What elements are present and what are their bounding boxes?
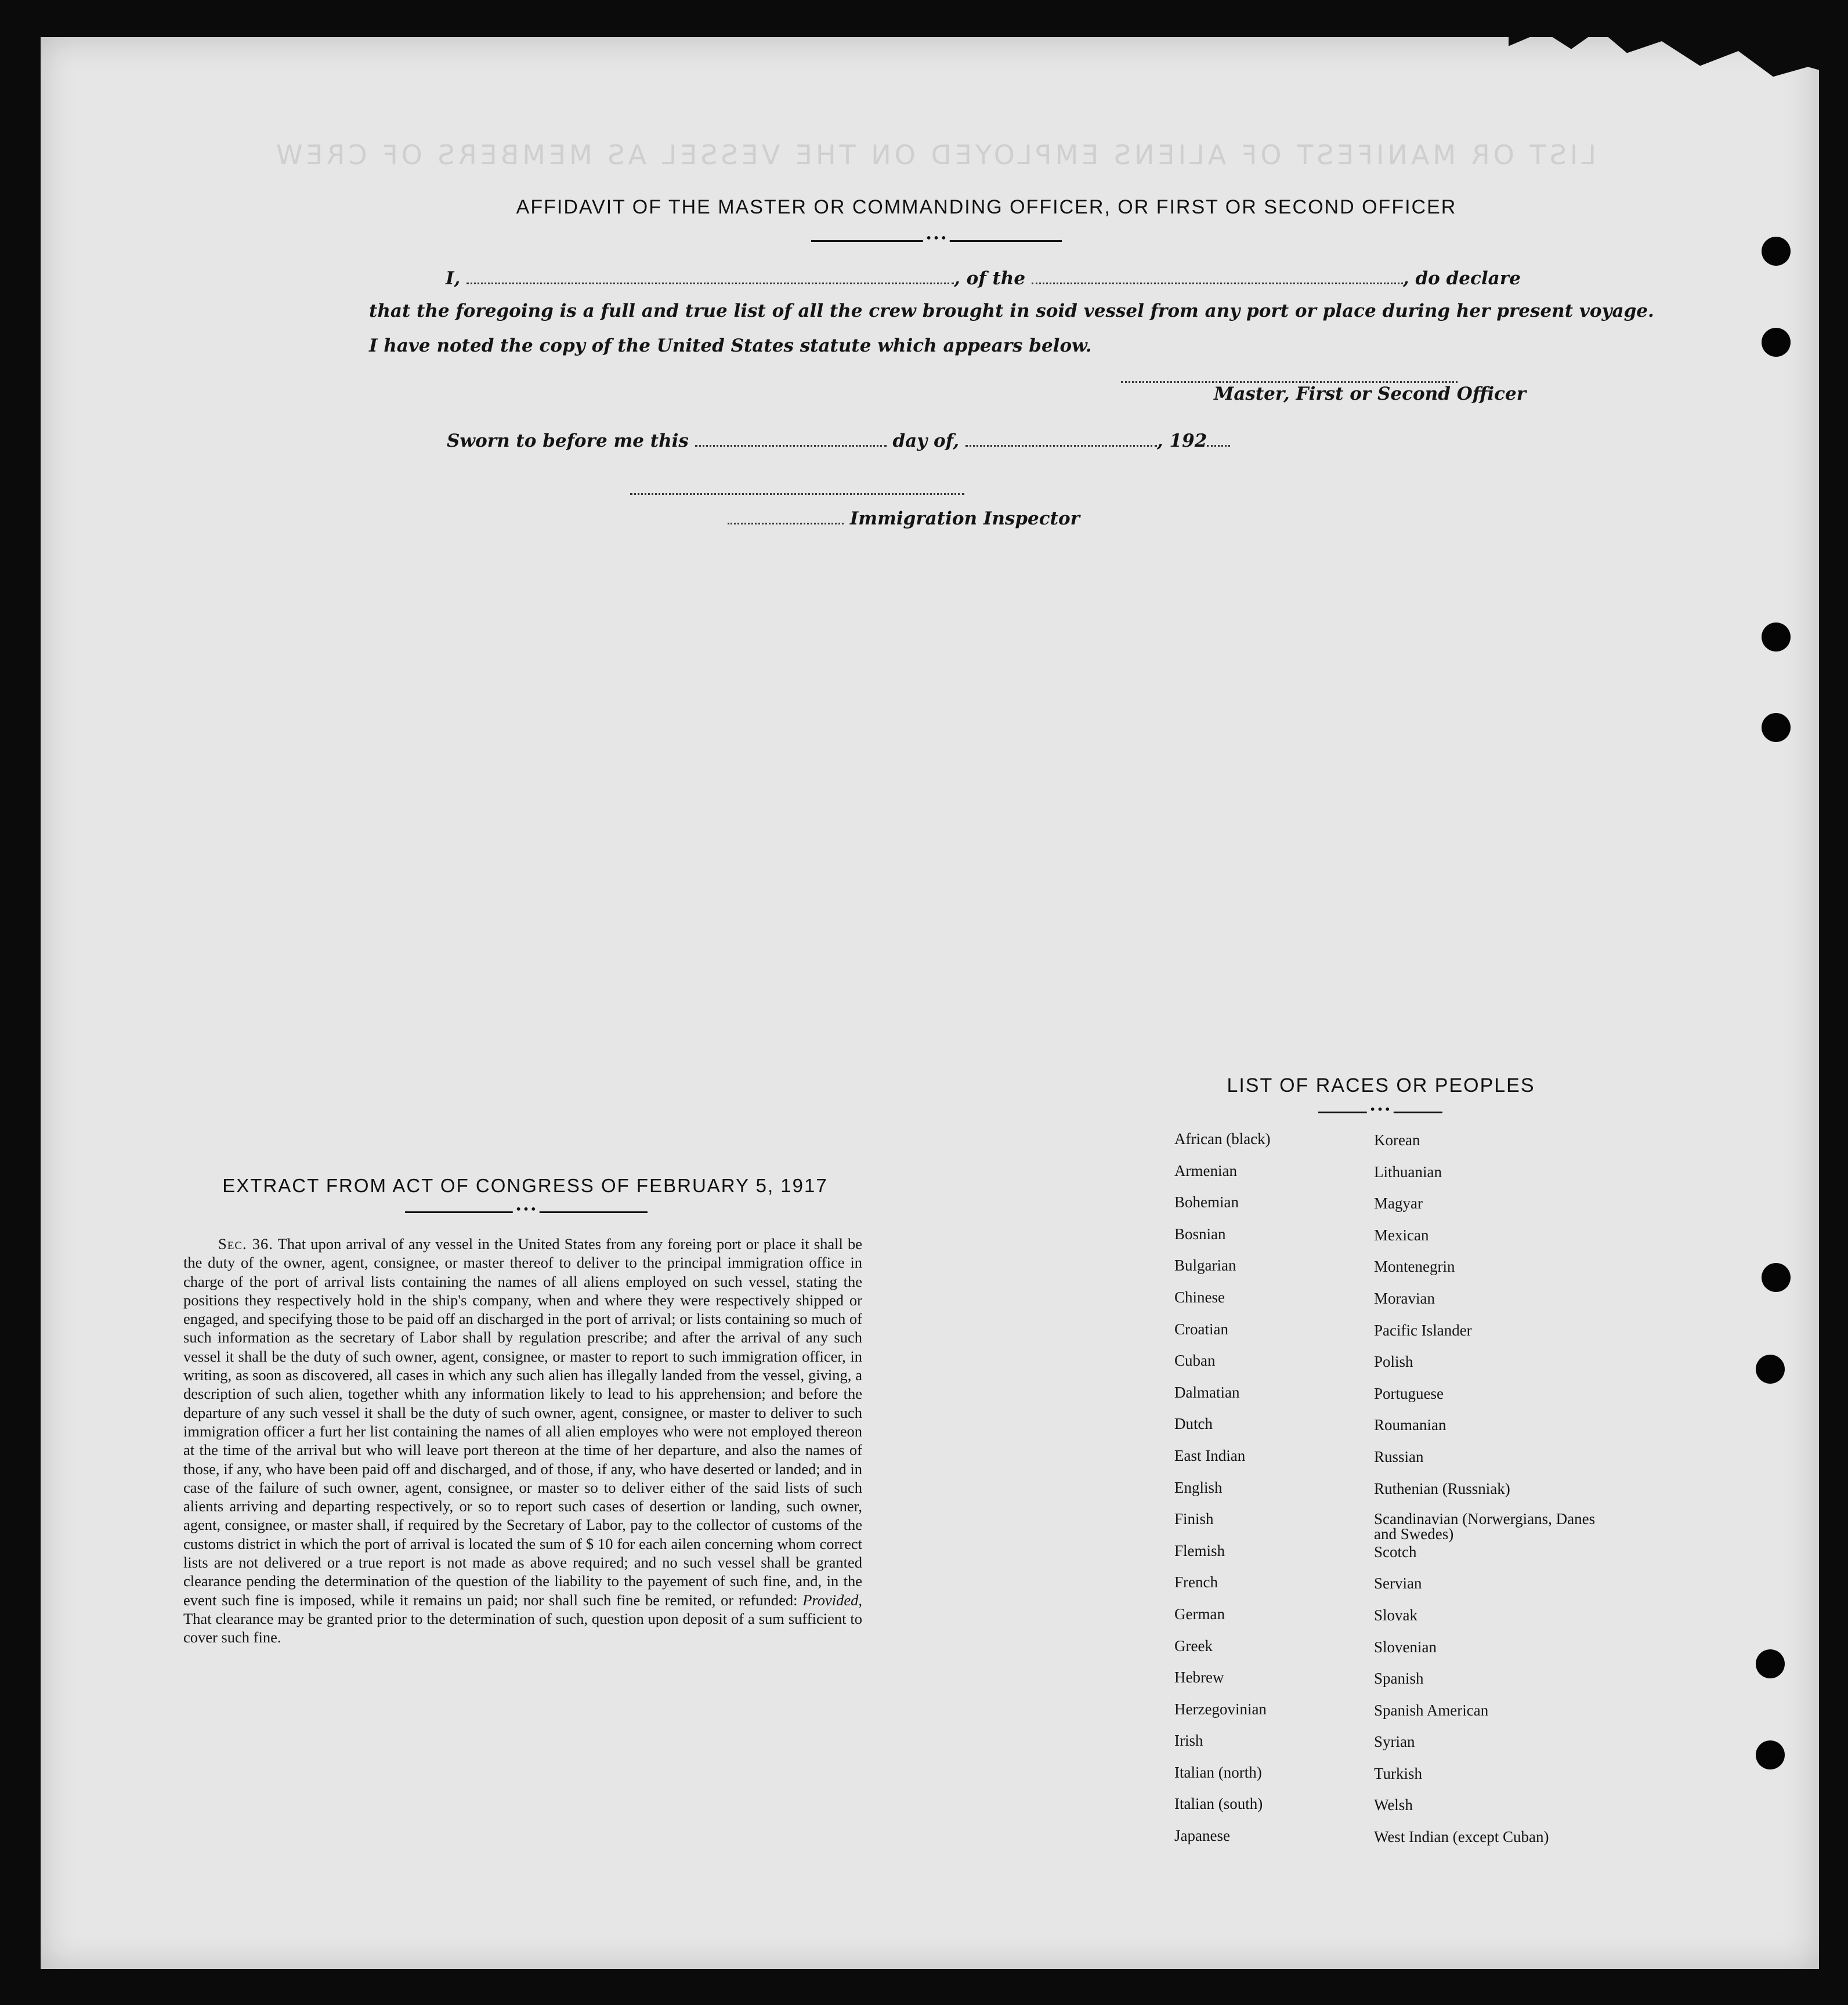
race-item: Chinese bbox=[1174, 1288, 1225, 1306]
race-item: Hebrew bbox=[1174, 1669, 1224, 1686]
races-right-column bbox=[1374, 1131, 1618, 1860]
punch-hole bbox=[1762, 713, 1791, 742]
extract-title-rule bbox=[405, 1211, 648, 1213]
race-item: Syrian bbox=[1374, 1733, 1415, 1751]
race-item: Spanish American bbox=[1374, 1701, 1489, 1719]
race-item: Croatian bbox=[1174, 1320, 1228, 1338]
race-item: Cuban bbox=[1174, 1352, 1216, 1370]
affidavit-line1 bbox=[446, 268, 1521, 289]
punch-hole bbox=[1762, 623, 1791, 652]
races-title-rule bbox=[1318, 1112, 1442, 1113]
inspector-label-text: Immigration Inspector bbox=[849, 508, 1080, 529]
race-item: Spanish bbox=[1374, 1670, 1424, 1688]
inspector-signature-line[interactable] bbox=[630, 493, 964, 495]
sworn-month-blank[interactable] bbox=[965, 431, 1157, 447]
extract-body bbox=[183, 1235, 862, 1647]
race-item: Armenian bbox=[1174, 1161, 1237, 1179]
race-item: Mexican bbox=[1374, 1226, 1429, 1244]
sworn-day-blank[interactable] bbox=[695, 431, 887, 447]
race-item: Herzegovinian bbox=[1174, 1700, 1267, 1718]
races-title: LIST OF RACES OR PEOPLES bbox=[1227, 1074, 1535, 1096]
race-item: East Indian bbox=[1174, 1446, 1246, 1464]
race-item: Irish bbox=[1174, 1732, 1203, 1750]
race-item: Scotch bbox=[1374, 1543, 1417, 1561]
race-item: Bosnian bbox=[1174, 1225, 1226, 1243]
race-item: Welsh bbox=[1374, 1796, 1413, 1814]
race-item: Bohemian bbox=[1174, 1193, 1239, 1211]
race-item: Ruthenian (Russniak) bbox=[1374, 1479, 1510, 1497]
extract-title: EXTRACT FROM ACT OF CONGRESS OF FEBRUARY 5, 1917 bbox=[222, 1175, 828, 1196]
affidavit-title: AFFIDAVIT OF THE MASTER OR COMMANDING OFFICER, OR FIRST OR SECOND OFFICER bbox=[516, 196, 1457, 218]
race-item: Slovenian bbox=[1374, 1638, 1437, 1656]
punch-hole bbox=[1756, 1355, 1785, 1384]
inspector-label bbox=[728, 508, 1080, 529]
section-text: That upon arrival of any vessel in the United States from any foreing port or place it shall be the duty of the owner, agent, consignee, or master thereof to deliver to the principal immigration office in charge of the port of arrival lists containing the names of all aliens employed on such vessel, stating the positions they respectively hold in the ship's company, when and where they were respectively shipped or engaged, and specifying those to be paid off an discharged in the port of arrival; or lists containing so much of such information as the secretary of Labor shall by regulation prescribe; and after the arrival of any such vessel it shall be the duty of such owner, agent, consignee, or master to report to such immigration officer, in writing, as soon as discovered, all cases in which any such alien has illegally landed from the vessel, giving, a description of such alien, together whith any information likely to lead to his apprehension; and before the departure of any such vessel it shall be the duty of such owner, agent, consignee, or master to deliver to such immigration officer a furt her list containing the names of all alien employes who were not employed thereon at the time of the arrival but who will leave port thereon at the time of her departure, and also the names of those, if any, who have been paid off and discharged, and of those, if any, who have deserted or landed; and in case of the failure of such owner, agent, consignee, or master so to deliver either of the said lists of such alients arriving and departing respectively, or so to report such cases of desertion or landing, such owner, agent, consignee, or master shall, if required by the Secretary of Labor, pay to the collector of customs of the customs district in which the port of arrival is located the sum of $ 10 for each ailen concerning whom correct lists are not delivered or a true report is not made as above required; and no such vessel shall be granted clearance pending the determination of the question of the liability to the payement of such fine, and, in the event such fine is imposed, while it remains un paid; nor shall such fine be remited, or refunded: bbox=[183, 1235, 862, 1609]
vessel-blank[interactable] bbox=[1032, 269, 1403, 284]
race-item: Polish bbox=[1374, 1353, 1413, 1371]
race-item: Servian bbox=[1374, 1575, 1422, 1593]
declare-label: , do declare bbox=[1402, 268, 1521, 289]
year-label: , 192 bbox=[1156, 430, 1207, 451]
race-item: West Indian (except Cuban) bbox=[1374, 1828, 1549, 1846]
punch-hole bbox=[1756, 1649, 1785, 1678]
affidavit-line2: that the foregoing is a full and true list of all the crew brought in soid vessel from any port or place during her present voyage. bbox=[369, 301, 1654, 321]
provided-label: Provided, bbox=[802, 1591, 862, 1609]
race-item: Russian bbox=[1374, 1447, 1424, 1465]
inspector-lead-dots bbox=[728, 509, 844, 524]
race-item: Slovak bbox=[1374, 1606, 1418, 1624]
race-item: German bbox=[1174, 1605, 1225, 1623]
provided-text: That clearance may be granted prior to the determination of such, question upon deposit of a sum sufficient to cover such fine. bbox=[183, 1609, 862, 1646]
day-of-label: day of, bbox=[892, 430, 960, 451]
race-item: Portuguese bbox=[1374, 1384, 1444, 1402]
sworn-year-blank[interactable] bbox=[1207, 431, 1230, 447]
race-item: Korean bbox=[1374, 1131, 1420, 1149]
race-item: Turkish bbox=[1374, 1764, 1423, 1782]
race-item: Moravian bbox=[1374, 1289, 1435, 1307]
race-item: Italian (north) bbox=[1174, 1763, 1262, 1781]
race-item: Japanese bbox=[1174, 1827, 1230, 1845]
race-item: Dutch bbox=[1174, 1415, 1213, 1433]
race-item: Italian (south) bbox=[1174, 1795, 1263, 1813]
punch-hole bbox=[1762, 1263, 1791, 1292]
affidavit-title-rule bbox=[811, 240, 1062, 242]
affidavit-i-label: I, bbox=[446, 268, 461, 289]
name-blank[interactable] bbox=[466, 269, 954, 284]
race-item: Scandinavian (Norwergians, Danes and Swedes) bbox=[1374, 1510, 1596, 1543]
punch-hole bbox=[1762, 237, 1791, 266]
races-left-column bbox=[1174, 1130, 1360, 1859]
race-item: Montenegrin bbox=[1374, 1258, 1455, 1276]
punch-hole bbox=[1762, 328, 1791, 357]
race-item: African (black) bbox=[1174, 1130, 1271, 1148]
sworn-line bbox=[447, 430, 1230, 451]
race-item: Lithuanian bbox=[1374, 1163, 1442, 1181]
race-item: Flemish bbox=[1174, 1541, 1225, 1559]
sworn-prefix: Sworn to before me this bbox=[447, 430, 689, 451]
of-the-label: , of the bbox=[954, 268, 1026, 289]
race-item: Finish bbox=[1174, 1510, 1214, 1528]
race-item: Bulgarian bbox=[1174, 1257, 1236, 1275]
race-item: English bbox=[1174, 1478, 1223, 1496]
race-item: Magyar bbox=[1374, 1195, 1423, 1213]
affidavit-line3: I have noted the copy of the United States statute which appears below. bbox=[369, 335, 1092, 356]
race-item: Dalmatian bbox=[1174, 1383, 1240, 1401]
race-item: Roumanian bbox=[1374, 1416, 1446, 1434]
race-item: French bbox=[1174, 1573, 1218, 1591]
punch-hole bbox=[1756, 1740, 1785, 1769]
race-item: Greek bbox=[1174, 1637, 1213, 1655]
bleed-through-heading: LIST OR MANIFEST OF ALIENS EMPLOYED ON THE VESSEL AS MEMBERS OF CREW bbox=[273, 139, 1597, 171]
race-item: Pacific Islander bbox=[1374, 1321, 1472, 1339]
section-label: Sec. 36. bbox=[218, 1235, 273, 1253]
master-signature-line[interactable] bbox=[1121, 381, 1458, 383]
master-signature-label: Master, First or Second Officer bbox=[1214, 383, 1527, 404]
